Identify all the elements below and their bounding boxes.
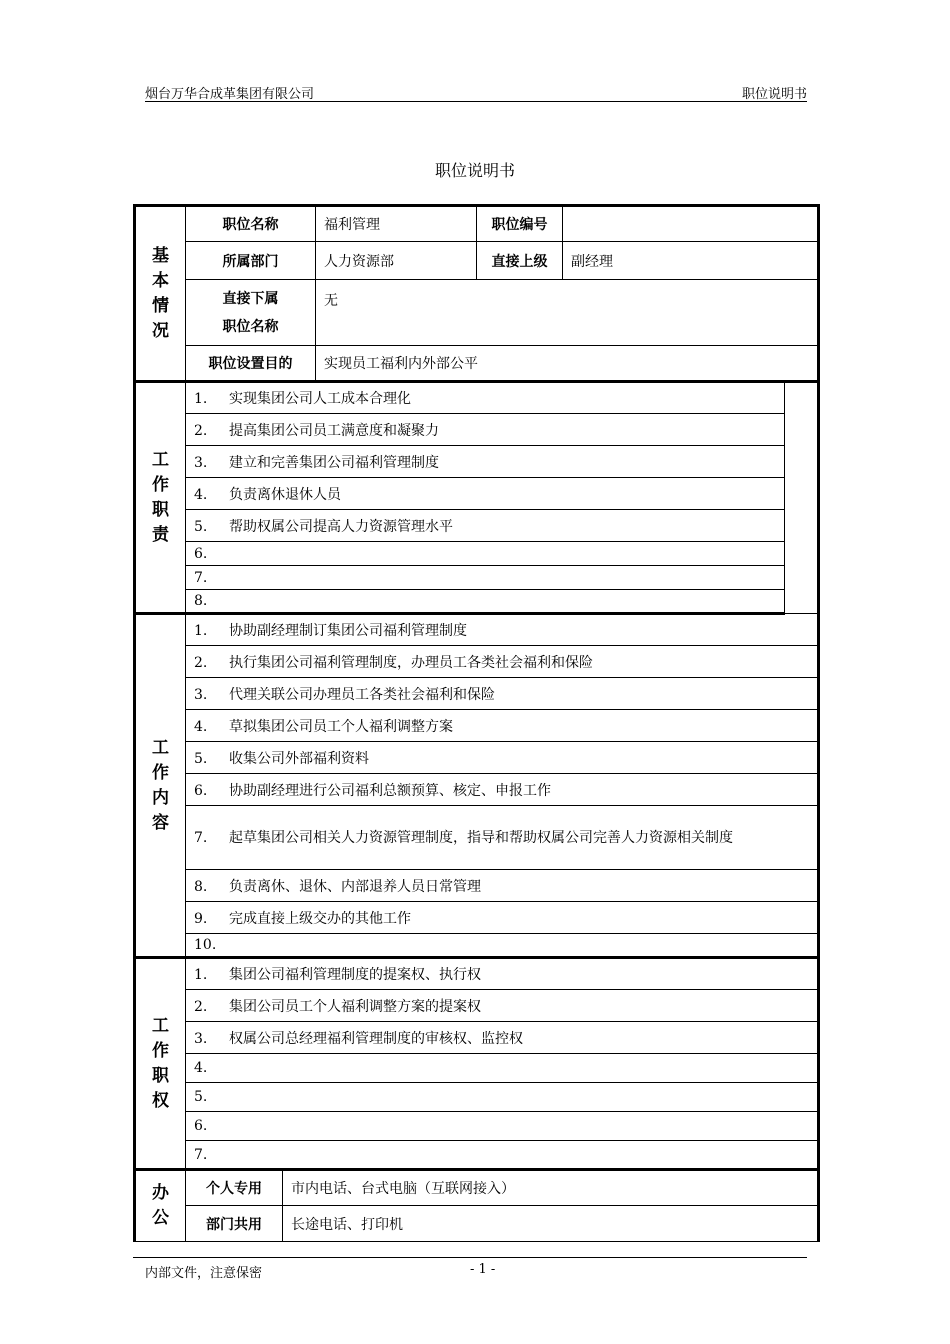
content-item: 2. 执行集团公司福利管理制度，办理员工各类社会福利和保险 xyxy=(186,646,819,678)
footer-confidential: 内部文件，注意保密 xyxy=(145,1266,263,1281)
personal-use-value: 市内电话、台式电脑（互联网接入） xyxy=(283,1170,819,1206)
duties-section-label: 工 作 职 责 xyxy=(135,382,186,614)
duty-item: 2. 提高集团公司员工满意度和凝聚力 xyxy=(186,414,785,446)
authority-item: 1. 集团公司福利管理制度的提案权、执行权 xyxy=(186,958,819,990)
document-title: 职位说明书 xyxy=(434,161,515,180)
dept-value: 人力资源部 xyxy=(316,242,477,280)
subordinate-label xyxy=(186,280,316,346)
subordinate-value: 无 xyxy=(316,280,819,346)
content-item: 10. xyxy=(186,934,819,958)
duty-item: 6. xyxy=(186,542,785,566)
job-description-table xyxy=(133,204,820,1242)
authority-item: 5. xyxy=(186,1083,819,1112)
content-item: 4. 草拟集团公司员工个人福利调整方案 xyxy=(186,710,819,742)
page-header xyxy=(145,81,807,102)
personal-use-label: 个人专用 xyxy=(186,1170,283,1206)
authority-item: 3. 权属公司总经理福利管理制度的审核权、监控权 xyxy=(186,1022,819,1054)
superior-value: 副经理 xyxy=(563,242,819,280)
authority-item: 2. 集团公司员工个人福利调整方案的提案权 xyxy=(186,990,819,1022)
position-no-label: 职位编号 xyxy=(477,206,563,242)
content-item: 5. 收集公司外部福利资料 xyxy=(186,742,819,774)
duty-item: 3. 建立和完善集团公司福利管理制度 xyxy=(186,446,785,478)
authority-item: 7. xyxy=(186,1141,819,1170)
page-number: - 1 - xyxy=(470,1262,496,1277)
content-item: 7. 起草集团公司相关人力资源管理制度，指导和帮助权属公司完善人力资源相关制度 xyxy=(186,806,819,870)
content-item: 6. 协助副经理进行公司福利总额预算、核定、申报工作 xyxy=(186,774,819,806)
content-section-label: 工 作 内 容 xyxy=(135,614,186,958)
position-name-label: 职位名称 xyxy=(186,206,316,242)
content-item: 8. 负责离休、退休、内部退养人员日常管理 xyxy=(186,870,819,902)
content-item: 3. 代理关联公司办理员工各类社会福利和保险 xyxy=(186,678,819,710)
header-doc-type: 职位说明书 xyxy=(741,87,807,102)
shared-use-value: 长途电话、打印机 xyxy=(283,1206,819,1242)
subordinate-label-line2: 职位名称 xyxy=(222,318,279,335)
superior-label: 直接上级 xyxy=(477,242,563,280)
position-no-value xyxy=(563,206,819,242)
subordinate-label-line1: 直接下属 xyxy=(222,290,279,307)
authority-item: 4. xyxy=(186,1054,819,1083)
purpose-label: 职位设置目的 xyxy=(186,346,316,382)
dept-label: 所属部门 xyxy=(186,242,316,280)
content-item: 9. 完成直接上级交办的其他工作 xyxy=(186,902,819,934)
content-item: 1. 协助副经理制订集团公司福利管理制度 xyxy=(186,614,819,646)
duty-item: 8. xyxy=(186,590,785,614)
duty-item: 4. 负责离休退休人员 xyxy=(186,478,785,510)
duty-item: 5. 帮助权属公司提高人力资源管理水平 xyxy=(186,510,785,542)
office-section-label: 办 公 xyxy=(135,1170,186,1242)
duty-item: 7. xyxy=(186,566,785,590)
shared-use-label: 部门共用 xyxy=(186,1206,283,1242)
authority-item: 6. xyxy=(186,1112,819,1141)
authority-section-label: 工 作 职 权 xyxy=(135,958,186,1170)
company-name: 烟台万华合成革集团有限公司 xyxy=(145,87,315,102)
purpose-value: 实现员工福利内外部公平 xyxy=(316,346,819,382)
basic-section-label: 基 本 情 况 xyxy=(135,206,186,382)
position-name-value: 福利管理 xyxy=(316,206,477,242)
duty-item: 1. 实现集团公司人工成本合理化 xyxy=(186,382,785,414)
footer-divider xyxy=(133,1257,807,1258)
